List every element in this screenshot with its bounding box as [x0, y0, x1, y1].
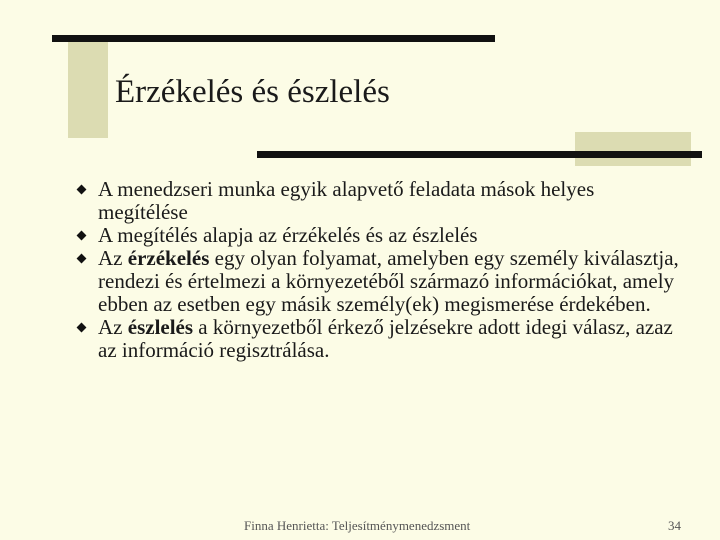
- page-number: 34: [668, 518, 681, 533]
- bullet-text-pre: Az: [98, 315, 128, 339]
- diamond-bullet-icon: [77, 254, 87, 264]
- bullet-text-emphasis: érzékelés: [127, 246, 210, 270]
- decorative-block-left: [68, 38, 108, 138]
- decorative-bar-bottom: [257, 151, 702, 158]
- bullet-text: A menedzseri munka egyik alapvető feladata mások helyes megítélése: [98, 177, 595, 224]
- footer-text: Finna Henrietta: Teljesítménymenedzsment: [244, 518, 471, 533]
- bullet-text-post: a környezetből érkező jelzésekre adott idegi válasz, azaz az információ regisztrálása.: [98, 315, 673, 362]
- decorative-bar-top: [52, 35, 495, 42]
- slide-title: Érzékelés és észlelés: [115, 74, 390, 110]
- bullet-item: [76, 316, 686, 362]
- bullet-text: A megítélés alapja az érzékelés és az észlelés: [98, 223, 478, 247]
- decorative-block-right: [575, 132, 691, 166]
- bullet-text-post: egy olyan folyamat, amelyben egy személy kiválasztja, rendezi és értelmezi a környezetéből származó információkat, amely ebben az esetben egy másik személy(ek) megismerése érdekében.: [98, 246, 679, 316]
- diamond-bullet-icon: [77, 323, 87, 333]
- bullet-item: [76, 247, 686, 316]
- bullet-text-pre: Az: [98, 246, 128, 270]
- diamond-bullet-icon: [77, 231, 87, 241]
- bullet-text-emphasis: észlelés: [127, 315, 194, 339]
- diamond-bullet-icon: [77, 185, 87, 195]
- bullet-item: [76, 178, 686, 224]
- bullet-list: [76, 178, 686, 362]
- bullet-item: [76, 224, 686, 247]
